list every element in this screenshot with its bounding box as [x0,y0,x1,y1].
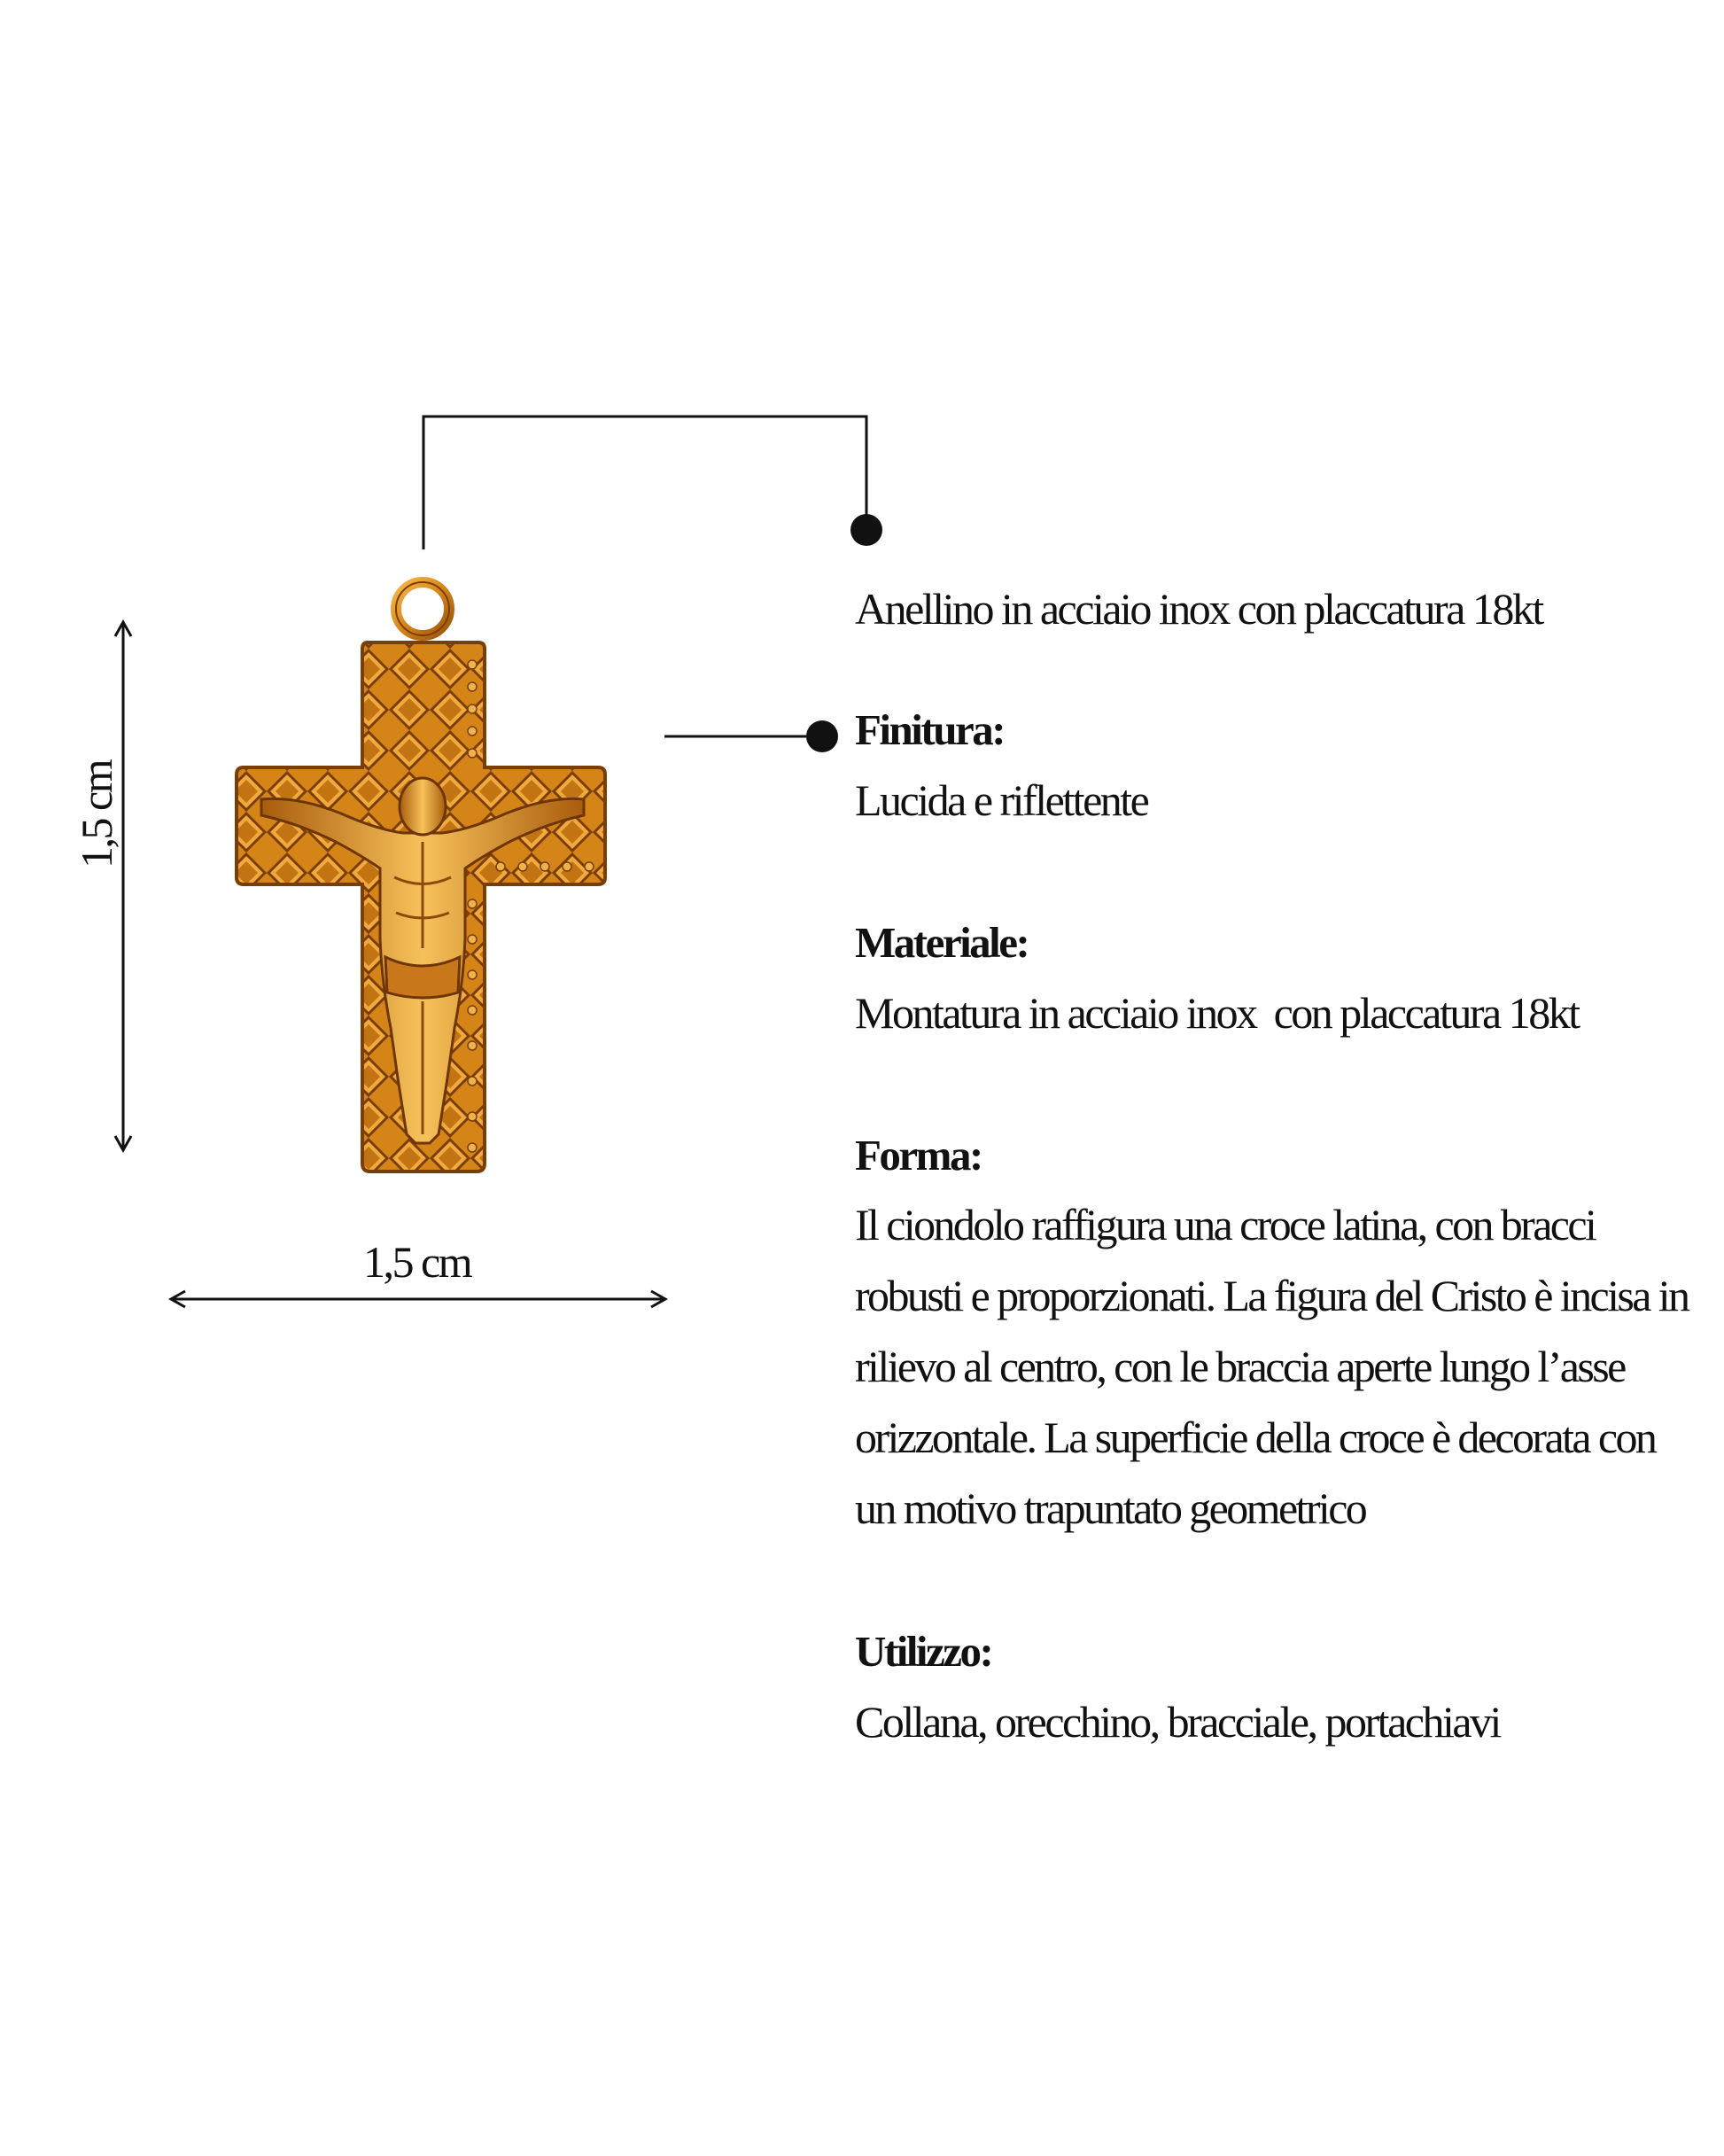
finish-leader-dot [806,720,838,752]
height-dimension-label: 1,5 cm [72,760,121,868]
spec-value-shape: Il ciondolo raffigura una croce latina, con bracci robusti e proporzionati. La figura del Cristo è incisa in rilievo al centro, con le braccia aperte lungo l’asse orizzontale. La superficie della croce è decorata con un motivo trapuntato geometrico [855,1200,1689,1533]
spec-label-finish: Finitura: [855,705,1005,754]
height-dimension-arrow [115,622,131,1150]
spec-label-usage: Utilizzo: [855,1627,992,1676]
width-dimension-label: 1,5 cm [363,1237,471,1287]
ring-description: Anellino in acciaio inox con placcatura 18kt [855,584,1542,634]
spec-label-shape: Forma: [855,1131,982,1179]
crucifix-pendant-image [226,567,616,1179]
ring-leader-dot [850,514,882,546]
spec-label-material: Materiale: [855,918,1029,967]
width-dimension-arrow [171,1291,665,1307]
spec-value-material: Montatura in acciaio inox con placcatura 18kt [855,988,1579,1038]
ring-leader-line [423,416,866,549]
spec-value-usage: Collana, orecchino, bracciale, portachiavi [855,1697,1500,1747]
spec-value-finish: Lucida e riflettente [855,775,1148,825]
